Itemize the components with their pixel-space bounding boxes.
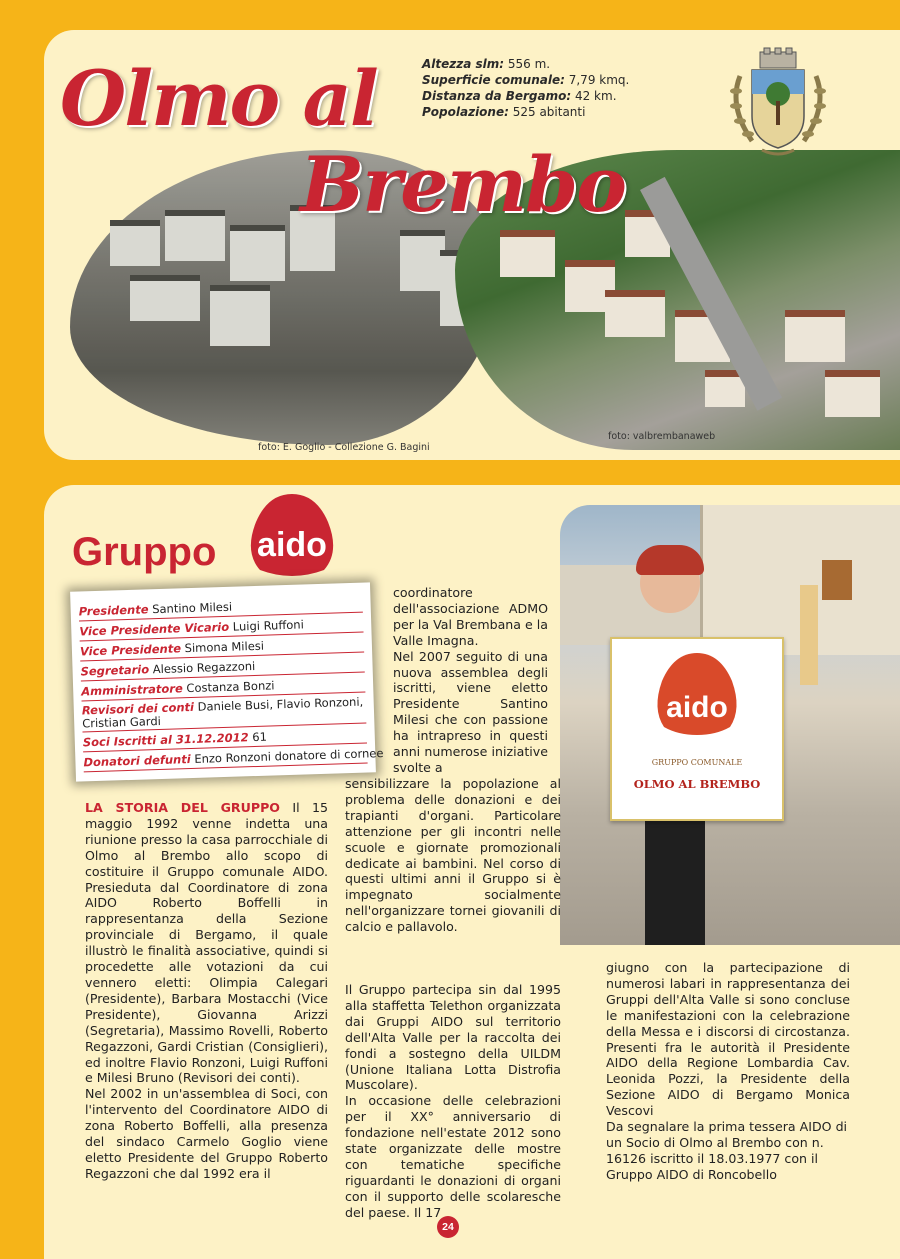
storia-label: LA STORIA DEL GRUPPO [85,800,281,815]
municipal-crest-icon [722,46,834,158]
article-paragraph: Nel 2002 in un'assemblea di Soci, con l'intervento del Coordinatore AIDO di zona Roberto Boffelli, alla presenza del sindaco Carmelo Goglio viene eletto Presidente del Gruppo Roberto Regazzoni che dal 1992 era il [85,1086,328,1181]
article-column-2-bottom [345,982,561,1221]
article-paragraph: In occasione delle celebrazioni per il XX° anniversario di fondazione nell'estate 2012 sono state organizzate delle mostre con tematiche specifiche riguardanti le donazioni di organi con il supporto delle scolaresche del paese. Il 17 [345,1093,561,1220]
caption-left: foto: E. Goglio - Collezione G. Bagini [258,442,430,453]
banner-logo-text: aido [666,691,728,724]
roster-row: Amministratore Costanza Bonzi [81,673,365,702]
aido-banner [610,637,784,821]
roster-row: Donatori defunti Enzo Ronzoni donatore di cornee [83,744,367,773]
aido-logo-icon [244,492,340,576]
article-paragraph: coordinatore dell'associazione ADMO per la Val Brembana e la Valle Imagna. [393,585,548,648]
info-population: Popolazione: 525 abitanti [422,105,586,119]
info-distance: Distanza da Bergamo: 42 km. [422,89,617,103]
roster-row: Soci Iscritti al 31.12.2012 61 [83,724,367,753]
caption-right: foto: valbrembanaweb [608,431,716,442]
article-paragraph: sensibilizzare la popolazione al problema delle donazioni e dei trapianti d'organi. Particolare attenzione per gli incontri nelle scuole e giornate promozionali dedicate ai bambini. Nel corso di questi ultimi anni il Gruppo si è impegnato socialmente nell'organizzare tornei giovanili di calcio e pallavolo. [345,776,561,935]
banner-logo-icon [612,639,782,749]
roster-row: Vice Presidente Vicario Luigi Ruffoni [79,613,363,642]
roster-row: Revisori dei conti Daniele Busi, Flavio Ronzoni, Cristian Gardi [82,693,367,733]
banner-line1: GRUPPO COMUNALE [651,758,743,767]
info-altitude: Altezza slm: 556 m. [422,57,551,71]
roster-row: Vice Presidente Simona Milesi [80,633,364,662]
article-column-2-middle [345,776,561,935]
banner-line2: OLMO AL BREMBO [633,777,761,791]
aido-logo-text: aido [257,526,327,564]
roster-card [70,582,384,781]
info-area: Superficie comunale: 7,79 kmq. [422,73,630,87]
page-number: 24 [437,1216,459,1238]
article-column-1 [85,800,328,1182]
town-title-line1: Olmo al [60,54,377,143]
article-column-2-top [393,585,548,776]
town-title-line2: Brembo [300,140,625,229]
article-paragraph: Il 15 maggio 1992 venne indetta una riunione presso la casa parrocchiale di Olmo al Brembo allo scopo di costituire il Gruppo comunale AIDO. Presieduta dal Coordinatore di zona AIDO Roberto Boffelli in rappresentanza della Sezione provinciale di Bergamo, il quale illustrò le finalità associative, quindi si procedette alle votazioni da cui vennero eletti: Olimpia Calegari (Presidente), Barbara Mostacchi (Vice Presidente), Giovanna Arizzi (Segretaria), Massimo Rovelli, Roberto Regazzoni, Gardi Cristian (Consiglieri), ed inoltre Flavio Ronzoni, Luigi Ruffoni e Milesi Bruno (Revisori dei conti). [85,800,329,1086]
roster-row: Presidente Santino Milesi [78,593,362,622]
article-paragraph: Nel 2007 seguito di una nuova assemblea degli iscritti, viene eletto Presidente Santino Milesi che con passione ha intrapreso in questi anni numerose iniziative svolte a [393,648,548,775]
article-paragraph: Da segnalare la prima tessera AIDO di un Socio di Olmo al Brembo con n. 16126 iscritto il 18.03.1977 con il Gruppo AIDO di Roncobello [606,1119,848,1182]
town-info [422,56,629,120]
roster-row: Segretario Alessio Regazzoni [80,653,364,682]
article-column-3 [606,960,850,1183]
section-title: Gruppo [72,530,217,574]
article-paragraph: Il Gruppo partecipa sin dal 1995 alla staffetta Telethon organizzata dai Gruppi AIDO sul territorio dell'Alta Valle per la raccolta dei fondi a sostegno della UILDM (Unione Italiana Lotta Distrofia Muscolare). [345,982,561,1093]
article-paragraph: giugno con la partecipazione di numerosi labari in rappresentanza dei Gruppi dell'Alta Valle si sono concluse le manifestazioni con la celebrazione della Messa e i discorsi di circostanza. Presenti fra le autorità il Presidente AIDO della Regione Lombardia Cav. Leonida Pozzi, la Presidente della Sezione AIDO di Bergamo Monica Vescovi [606,960,850,1119]
